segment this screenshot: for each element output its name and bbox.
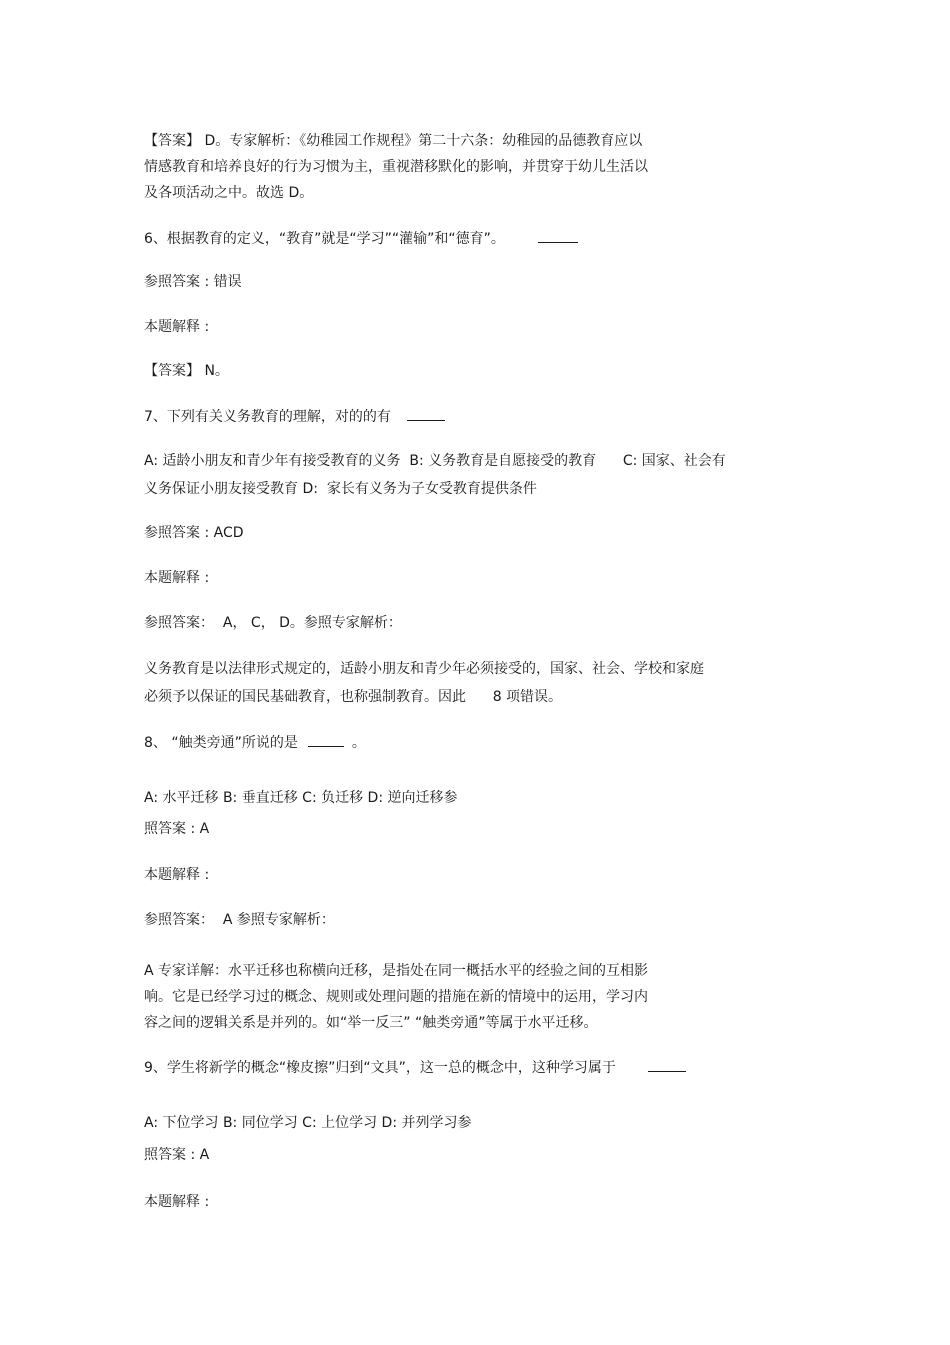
question-7 bbox=[144, 406, 445, 427]
explanation-line: 容之间的逻辑关系是并列的。如“举一反三” “触类旁通”等属于水平迁移。 bbox=[144, 1015, 598, 1031]
expert-analysis-line: 参照答案： A 参照专家解析： bbox=[144, 912, 335, 928]
answer-blank bbox=[308, 732, 344, 747]
answer-line: 【答案】 N。 bbox=[144, 363, 229, 379]
expert-analysis-line: 参照答案： A， C， D。参照专家解析： bbox=[144, 615, 402, 631]
question-8 bbox=[144, 732, 366, 753]
reference-answer: 参照答案 : ACD bbox=[144, 525, 244, 541]
explanation-line: 响。它是已经学习过的概念、规则或处理问题的措施在新的情境中的运用，学习内 bbox=[144, 989, 648, 1005]
question-9 bbox=[144, 1057, 686, 1078]
explanation-line: 必须予以保证的国民基础教育，也称强制教育。因此 8 项错误。 bbox=[144, 689, 563, 705]
explanation-heading: 本题解释 : bbox=[144, 1194, 210, 1210]
explanation-line: 【答案】 D。专家解析：《幼稚园工作规程》第二十六条：幼稚园的品德教育应以 bbox=[144, 133, 643, 149]
question-8-end: 。 bbox=[351, 735, 366, 751]
explanation-heading: 本题解释 : bbox=[144, 319, 210, 335]
answer-blank bbox=[538, 228, 578, 243]
reference-answer: 照答案 : A bbox=[144, 1147, 210, 1163]
question-9-text: 9、学生将新学的概念“橡皮擦”归到“文具”，这一总的概念中，这种学习属于 bbox=[144, 1060, 616, 1076]
explanation-heading: 本题解释 : bbox=[144, 570, 210, 586]
question-8-text: 8、 “触类旁通”所说的是 bbox=[144, 735, 298, 751]
reference-answer: 照答案 : A bbox=[144, 821, 210, 837]
options-line: 义务保证小朋友接受教育 D: 家长有义务为子女受教育提供条件 bbox=[144, 481, 537, 497]
explanation-line: 情感教育和培养良好的行为习惯为主，重视潜移默化的影响，并贯穿于幼儿生活以 bbox=[144, 159, 648, 175]
explanation-line: 义务教育是以法律形式规定的，适龄小朋友和青少年必须接受的，国家、社会、学校和家庭 bbox=[144, 661, 704, 677]
reference-answer: 参照答案 : 错误 bbox=[144, 274, 242, 290]
question-6 bbox=[144, 228, 578, 249]
question-7-text: 7、下列有关义务教育的理解，对的的有 bbox=[144, 409, 391, 425]
question-6-text: 6、根据教育的定义，“教育”就是“学习”“灌输”和“德育”。 bbox=[144, 231, 505, 247]
options-line: A: 水平迁移 B: 垂直迁移 C: 负迁移 D: 逆向迁移参 bbox=[144, 790, 458, 806]
explanation-line: 及各项活动之中。故选 D。 bbox=[144, 185, 314, 201]
options-line: A: 适龄小朋友和青少年有接受教育的义务 B: 义务教育是自愿接受的教育 C: 国家、社会有 bbox=[144, 453, 726, 469]
explanation-heading: 本题解释 : bbox=[144, 867, 210, 883]
answer-blank bbox=[648, 1057, 686, 1072]
answer-blank bbox=[407, 406, 445, 421]
options-line: A: 下位学习 B: 同位学习 C: 上位学习 D: 并列学习参 bbox=[144, 1115, 472, 1131]
explanation-line: A 专家详解：水平迁移也称横向迁移，是指处在同一概括水平的经验之间的互相影 bbox=[144, 963, 649, 979]
